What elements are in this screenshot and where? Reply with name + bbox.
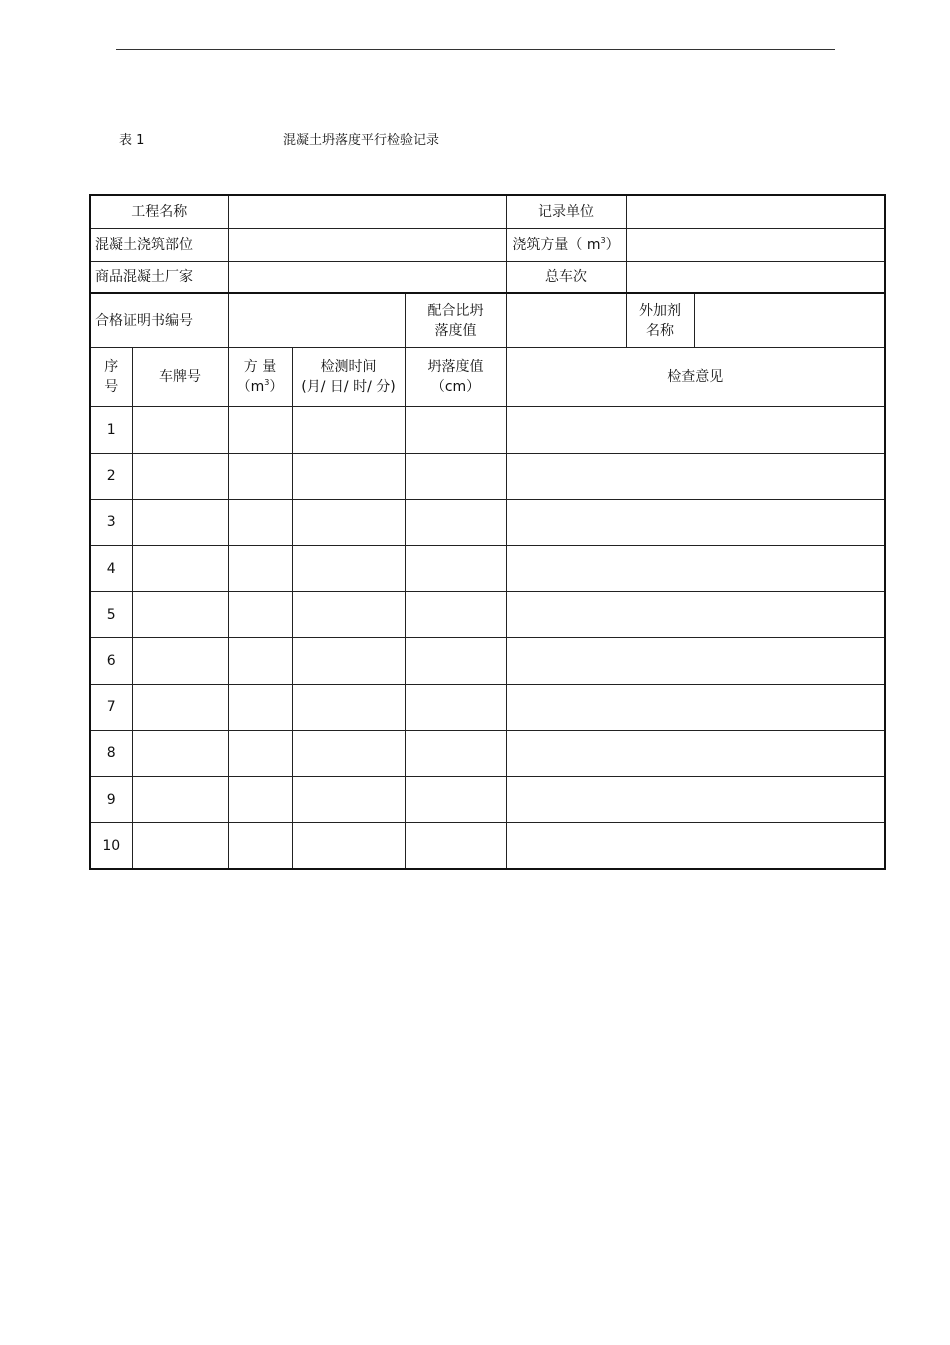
- row-number: 9: [90, 777, 132, 823]
- opinion-cell[interactable]: [506, 777, 885, 823]
- col-slump-header: 坍落度值 （cm）: [405, 348, 506, 407]
- time-cell[interactable]: [292, 777, 405, 823]
- certificate-no-field[interactable]: [228, 293, 405, 347]
- plate-cell[interactable]: [132, 730, 228, 776]
- row-number: 4: [90, 546, 132, 592]
- row-number: 1: [90, 407, 132, 453]
- slump-cell[interactable]: [405, 638, 506, 684]
- slump-cell[interactable]: [405, 592, 506, 638]
- time-cell[interactable]: [292, 592, 405, 638]
- slump-cell[interactable]: [405, 407, 506, 453]
- admixture-label: 外加剂 名称: [626, 293, 694, 347]
- supplier-field[interactable]: [228, 261, 506, 293]
- row-number: 3: [90, 499, 132, 545]
- pour-location-label: 混凝土浇筑部位: [90, 228, 228, 261]
- opinion-cell[interactable]: [506, 823, 885, 869]
- slump-record-form: [89, 194, 886, 870]
- table-row: [90, 546, 885, 592]
- pour-volume-field[interactable]: [626, 228, 885, 261]
- opinion-cell[interactable]: [506, 453, 885, 499]
- plate-cell[interactable]: [132, 823, 228, 869]
- row-number: 6: [90, 638, 132, 684]
- row-number: 7: [90, 684, 132, 730]
- volume-cell[interactable]: [228, 453, 292, 499]
- pour-volume-label: 浇筑方量（ $m^3$）: [506, 228, 626, 261]
- plate-cell[interactable]: [132, 546, 228, 592]
- certificate-no-label: 合格证明书编号: [90, 293, 228, 347]
- time-cell[interactable]: [292, 730, 405, 776]
- volume-cell[interactable]: [228, 777, 292, 823]
- plate-cell[interactable]: [132, 499, 228, 545]
- project-name-label: 工程名称: [90, 195, 228, 228]
- volume-cell[interactable]: [228, 499, 292, 545]
- row-number: 10: [90, 823, 132, 869]
- opinion-cell[interactable]: [506, 638, 885, 684]
- record-table: [89, 194, 886, 870]
- plate-cell[interactable]: [132, 638, 228, 684]
- volume-cell[interactable]: [228, 546, 292, 592]
- slump-cell[interactable]: [405, 499, 506, 545]
- table-row: [90, 499, 885, 545]
- time-cell[interactable]: [292, 638, 405, 684]
- col-plate-header: 车牌号: [132, 348, 228, 407]
- opinion-cell[interactable]: [506, 407, 885, 453]
- opinion-cell[interactable]: [506, 730, 885, 776]
- plate-cell[interactable]: [132, 777, 228, 823]
- admixture-field[interactable]: [694, 293, 885, 347]
- row-number: 8: [90, 730, 132, 776]
- table-row: [90, 777, 885, 823]
- opinion-cell[interactable]: [506, 499, 885, 545]
- record-unit-field[interactable]: [626, 195, 885, 228]
- table-row: [90, 823, 885, 869]
- plate-cell[interactable]: [132, 684, 228, 730]
- col-opinion-header: 检查意见: [506, 348, 885, 407]
- col-seq-header: 序 号: [90, 348, 132, 407]
- volume-cell[interactable]: [228, 638, 292, 684]
- plate-cell[interactable]: [132, 592, 228, 638]
- total-trips-field[interactable]: [626, 261, 885, 293]
- opinion-cell[interactable]: [506, 684, 885, 730]
- mix-slump-field[interactable]: [506, 293, 626, 347]
- volume-cell[interactable]: [228, 730, 292, 776]
- table-row: [90, 407, 885, 453]
- time-cell[interactable]: [292, 823, 405, 869]
- mix-slump-label: 配合比坍 落度值: [405, 293, 506, 347]
- supplier-label: 商品混凝土厂家: [90, 261, 228, 293]
- col-volume-header: 方 量 $(m^3)$: [228, 348, 292, 407]
- row-number: 2: [90, 453, 132, 499]
- row-number: 5: [90, 592, 132, 638]
- form-title: 混凝土坍落度平行检验记录: [283, 133, 440, 148]
- table-row: [90, 730, 885, 776]
- plate-cell[interactable]: [132, 453, 228, 499]
- volume-cell[interactable]: [228, 823, 292, 869]
- slump-cell[interactable]: [405, 730, 506, 776]
- plate-cell[interactable]: [132, 407, 228, 453]
- slump-cell[interactable]: [405, 453, 506, 499]
- volume-cell[interactable]: [228, 592, 292, 638]
- volume-cell[interactable]: [228, 407, 292, 453]
- table-row: [90, 684, 885, 730]
- table-row: [90, 592, 885, 638]
- time-cell[interactable]: [292, 546, 405, 592]
- opinion-cell[interactable]: [506, 546, 885, 592]
- time-cell[interactable]: [292, 499, 405, 545]
- slump-cell[interactable]: [405, 823, 506, 869]
- table-row: [90, 638, 885, 684]
- time-cell[interactable]: [292, 684, 405, 730]
- col-time-header: 检测时间 (月/ 日/ 时/ 分): [292, 348, 405, 407]
- time-cell[interactable]: [292, 407, 405, 453]
- slump-cell[interactable]: [405, 546, 506, 592]
- table-number: 表 1: [119, 133, 145, 148]
- table-row: [90, 453, 885, 499]
- pour-location-field[interactable]: [228, 228, 506, 261]
- slump-cell[interactable]: [405, 684, 506, 730]
- total-trips-label: 总车次: [506, 261, 626, 293]
- volume-cell[interactable]: [228, 684, 292, 730]
- project-name-field[interactable]: [228, 195, 506, 228]
- header-rule: [116, 49, 835, 50]
- slump-cell[interactable]: [405, 777, 506, 823]
- opinion-cell[interactable]: [506, 592, 885, 638]
- record-unit-label: 记录单位: [506, 195, 626, 228]
- time-cell[interactable]: [292, 453, 405, 499]
